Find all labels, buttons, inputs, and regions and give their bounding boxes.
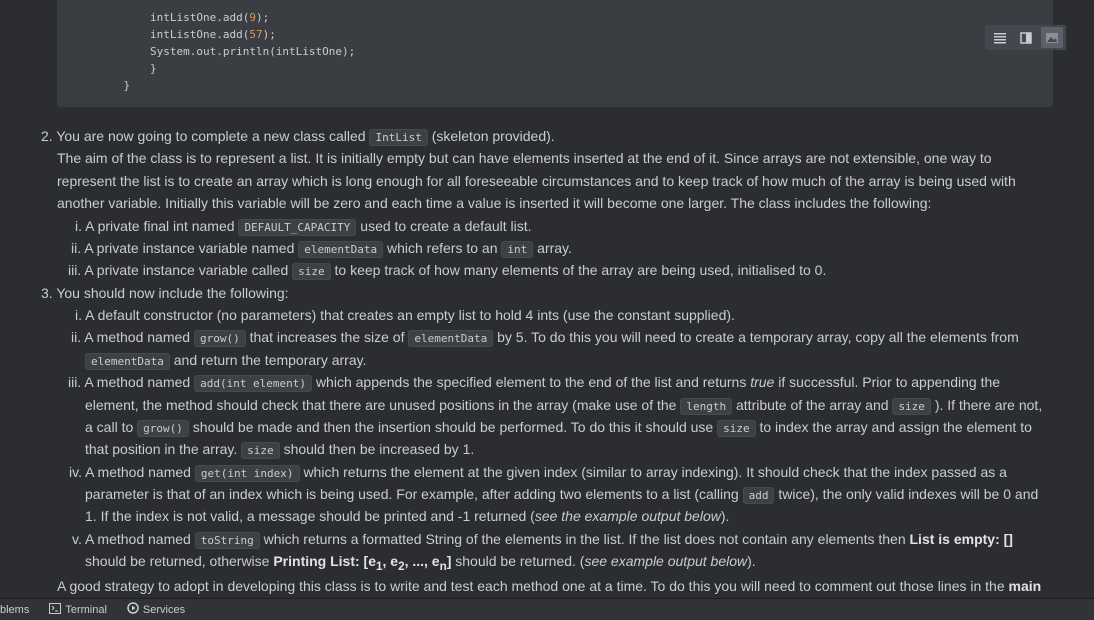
code-line: intListOne.add(57);: [149, 28, 276, 41]
sub-item-cont: elementData and return the temporary array.: [85, 350, 366, 372]
vertical-scrollbar[interactable]: [1066, 0, 1094, 598]
list-item-2: 2. You are now going to complete a new class called IntList (skeleton provided).: [41, 128, 555, 144]
split-icon[interactable]: [1015, 27, 1037, 48]
sub-item-cont: parameter is that of an index which is being used. For example, after adding two elements to a list (calling add twice), the only valid indexes will be 0 and: [85, 486, 1039, 502]
list-icon[interactable]: [989, 27, 1011, 48]
terminal-tab[interactable]: Terminal: [49, 603, 107, 617]
image-icon[interactable]: [1041, 27, 1063, 48]
sub-item: v. A method named toString which returns a formatted String of the elements in the list. If the list does not contain any elements then List is empty: []: [72, 531, 1013, 547]
sub-item-cont: a call to grow() should be made and then the insertion should be performed. To do this it should use size to index the array and assign the element to: [85, 419, 1032, 435]
tool-window-bar: [0, 598, 1094, 620]
sub-item-cont: 1. If the index is not valid, a message should be printed and -1 returned (see the example output below).: [85, 508, 730, 524]
paragraph-line: The aim of the class is to represent a list. It is initially empty but can have elements inserted at the end of it. Since arrays are not extensible, one way to: [57, 150, 992, 166]
sub-item: ii. A method named grow() that increases the size of elementData by 5. To do this you will need to create a temporary array, copy all the elements from: [71, 329, 1019, 345]
sub-item: iii. A private instance variable called size to keep track of how many elements of the array are being used, initialised to 0.: [68, 262, 827, 278]
services-icon: [127, 602, 139, 617]
problems-tab[interactable]: blems: [0, 603, 30, 616]
paragraph-line: A good strategy to adopt in developing this class is to write and test each method one at a time. To do this you will need to comment out those lines in the main: [57, 578, 1042, 594]
sub-item: iii. A method named add(int element) which appends the specified element to the end of the list and returns true if successful. Prior to appending the: [68, 374, 1001, 390]
code-line: }: [149, 62, 157, 75]
sub-item-cont: element, the method should check that there are unused positions in the array (make use of the length attribute of the array and size ). If there are not,: [85, 397, 1043, 413]
sub-item-cont: should be returned, otherwise Printing List: [$e_1$, $e_2$, ..., $e_n$] should be returned. (see example output below).: [85, 553, 756, 573]
sub-item: i. A default constructor (no parameters) that creates an empty list to hold 4 ints (use the constant supplied).: [75, 307, 735, 323]
sub-item: iv. A method named get(int index) which returns the element at the given index (similar to array indexing). It should check that the index passed as a: [69, 464, 1007, 480]
editor-view-toolbar: [985, 25, 1071, 50]
paragraph-line: represent the list is to create an array which is long enough for all foreseeable circumstances and to keep track of how much of the array is being used with: [57, 173, 1016, 189]
code-line: System.out.println(intListOne);: [149, 45, 356, 58]
code-block: [57, 0, 1053, 107]
services-tab[interactable]: Services: [127, 602, 185, 617]
terminal-icon: [49, 603, 61, 617]
paragraph-line: another variable. Initially this variable will be zero and each time a value is inserted it will become one larger. The class includes the following:: [57, 195, 932, 211]
code-line: intListOne.add(9);: [149, 11, 270, 24]
code-line: }: [123, 79, 131, 92]
list-item-3: 3. You should now include the following:: [41, 285, 289, 301]
sub-item: ii. A private instance variable named elementData which refers to an int array.: [71, 240, 572, 256]
sub-item-cont: that position in the array. size should then be increased by 1.: [85, 441, 475, 457]
sub-item: i. A private final int named DEFAULT_CAPACITY used to create a default list.: [75, 218, 532, 234]
